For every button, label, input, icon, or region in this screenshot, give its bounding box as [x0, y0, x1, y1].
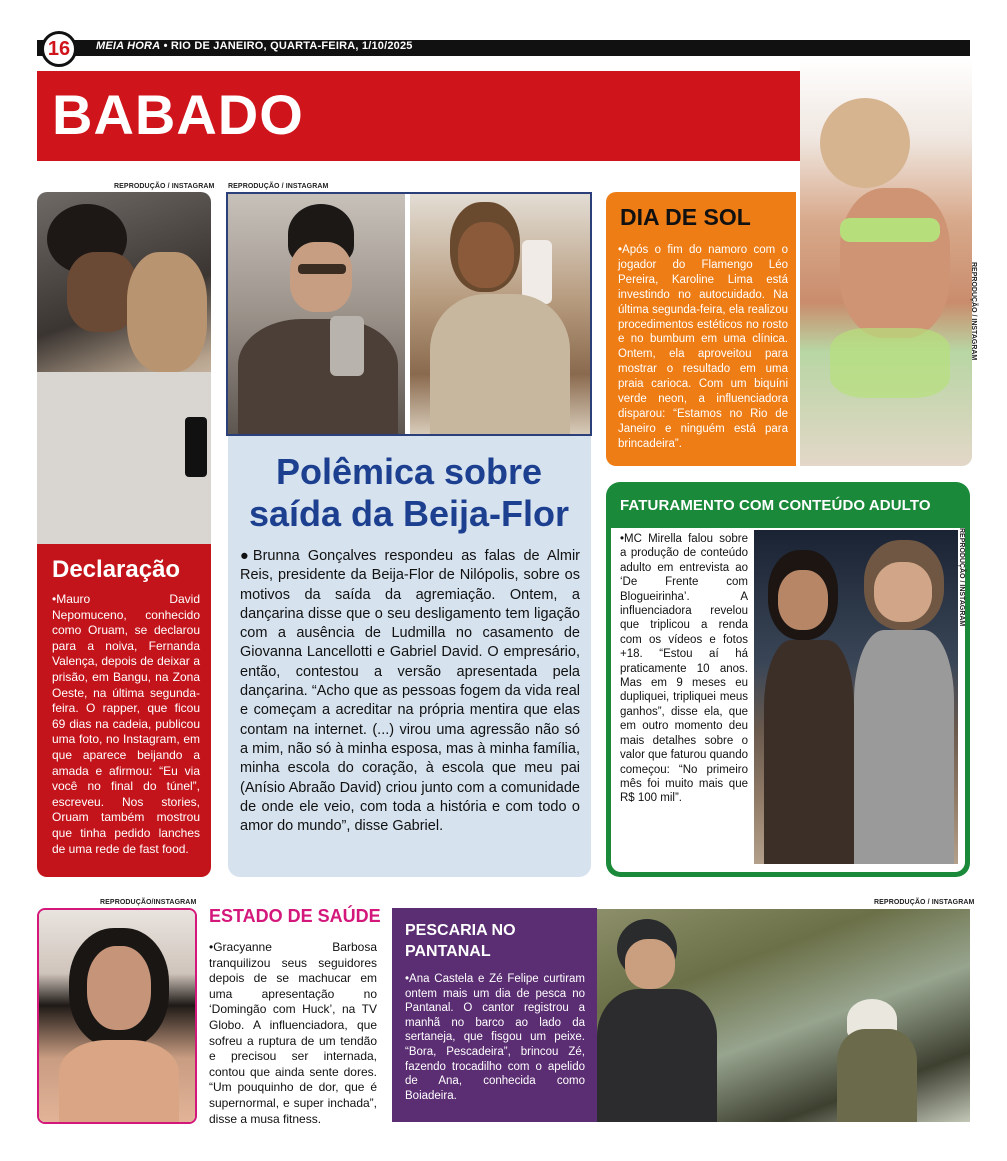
- paper-name: MEIA HORA: [96, 40, 161, 52]
- story-title-declaracao: Declaração: [52, 556, 181, 583]
- photo-credit-pescaria: REPRODUÇÃO / INSTAGRAM: [874, 899, 975, 906]
- photo-oruam-kiss: [37, 192, 211, 544]
- photo-karoline-lima: [800, 58, 972, 466]
- photo-credit-gracyanne: REPRODUÇÃO/INSTAGRAM: [100, 899, 197, 906]
- photo-gracyanne-barbosa: [39, 910, 195, 1122]
- section-title: BABADO: [52, 83, 304, 146]
- story-body-estado-de-saude: •Gracyanne Barbosa tranquilizou seus seguidores depois de se machucar em uma apresentação no ‘Domingão com Huck’, na TV Globo. A influenciadora, que sofreu a ruptura de um tendão e precisou ser internada, contou que ainda sente dores. “Um pouquinho de dor, que é supernormal, e super inchada”, disse a musa fitness.: [209, 940, 377, 1126]
- story-title-dia-de-sol: DIA DE SOL: [620, 204, 751, 230]
- photo-mc-mirella: [754, 530, 958, 864]
- dateline-text: • RIO DE JANEIRO, QUARTA-FEIRA, 1/10/2025: [160, 40, 413, 52]
- dateline: [96, 40, 413, 56]
- page-number: 16: [41, 31, 77, 67]
- photo-credit-karoline: REPRODUÇÃO / INSTAGRAM: [970, 262, 977, 361]
- story-title-faturamento: FATURAMENTO COM CONTEÚDO ADULTO: [620, 497, 931, 514]
- photo-credit-oruam: REPRODUÇÃO / INSTAGRAM: [114, 183, 215, 190]
- photo-frame-polemica: [226, 192, 592, 436]
- photo-ana-castela-ze-felipe: [597, 909, 970, 1122]
- story-title-polemica: Polêmica sobre saída da Beija-Flor: [248, 451, 570, 534]
- story-title-estado-de-saude: ESTADO DE SAÚDE: [209, 906, 381, 926]
- story-body-faturamento: •MC Mirella falou sobre a produção de conteúdo adulto em entrevista ao ‘De Frente com Blogueirinha’. A influenciadora revelou que triplicou a renda com os vídeos e fotos +18. “Estou aí há praticamente 10 anos. Mas em 9 meses eu dupliquei, tripliquei meus ganhos”, disse ela, que em outro momento deu mais detalhes sobre o valor que faturou quando começou: “No primeiro mês foi muito mais que R$ 100 mil”.: [620, 533, 748, 805]
- photo-credit-polemica: REPRODUÇÃO / INSTAGRAM: [228, 183, 329, 190]
- story-body-polemica: ●Brunna Gonçalves respondeu as falas de Almir Reis, presidente da Beija-Flor de Nilópolis, sobre os motivos da saída da agremiação. Ontem, a dançarina disse que o seu desligamento tem ligação com a ausência de Ludmilla no casamento de Giovanna Lancellotti e Gabriel David. O empresário, então, contestou a versão apresentada pela dançarina. “Acho que as pessoas fogem da vida real e começam a acreditar na própria mentira que elas contam na internet. (...) virou uma agressão não só a mim, não só à minha esposa, mas à minha família, minha escola do coração, à escola que meu pai (Anísio Abraão David) criou junto com a comunidade de onde ele veio, com toda a história e com todo o amor do mundo”, disse Gabriel.: [240, 548, 580, 835]
- story-title-pescaria: PESCARIA NO PANTANAL: [405, 922, 516, 960]
- photo-credit-mirella: REPRODUÇÃO / INSTAGRAM: [958, 528, 965, 627]
- story-body-declaracao: •Mauro David Nepomuceno, conhecido como Oruam, se declarou para a noiva, Fernanda Valença, depois de deixar a prisão, em Bangu, na Zona Oeste, na última segunda-feira. O rapper, que ficou 69 dias na cadeia, publicou uma foto, no Instagram, em que aparece beijando a amada e afirmou: “Eu via você no final do túnel”, escreveu. Nos stories, Oruam também mostrou que tinha pedido lanches de uma rede de fast food.: [52, 592, 200, 856]
- story-body-pescaria: •Ana Castela e Zé Felipe curtiram ontem mais um dia de pesca no Pantanal. O cantor registrou a manhã no barco ao lado da sertaneja, que fisgou um peixe. “Bora, Pescadeira”, brincou Zé, fazendo trocadilho com o apelido de Ana, conhecida como Boiadeira.: [405, 973, 585, 1102]
- story-body-dia-de-sol: •Após o fim do namoro com o jogador do Flamengo Léo Pereira, Karoline Lima está investindo no autocuidado. Na última segunda-feira, ela realizou procedimentos estéticos no rosto e no bumbum em uma clínica. Ontem, ela aproveitou para mostrar o resultado em uma praia carioca. Com um biquíni verde neon, a influenciadora disparou: “Estamos no Rio de Janeiro e ninguém está para brincadeira”.: [618, 244, 788, 450]
